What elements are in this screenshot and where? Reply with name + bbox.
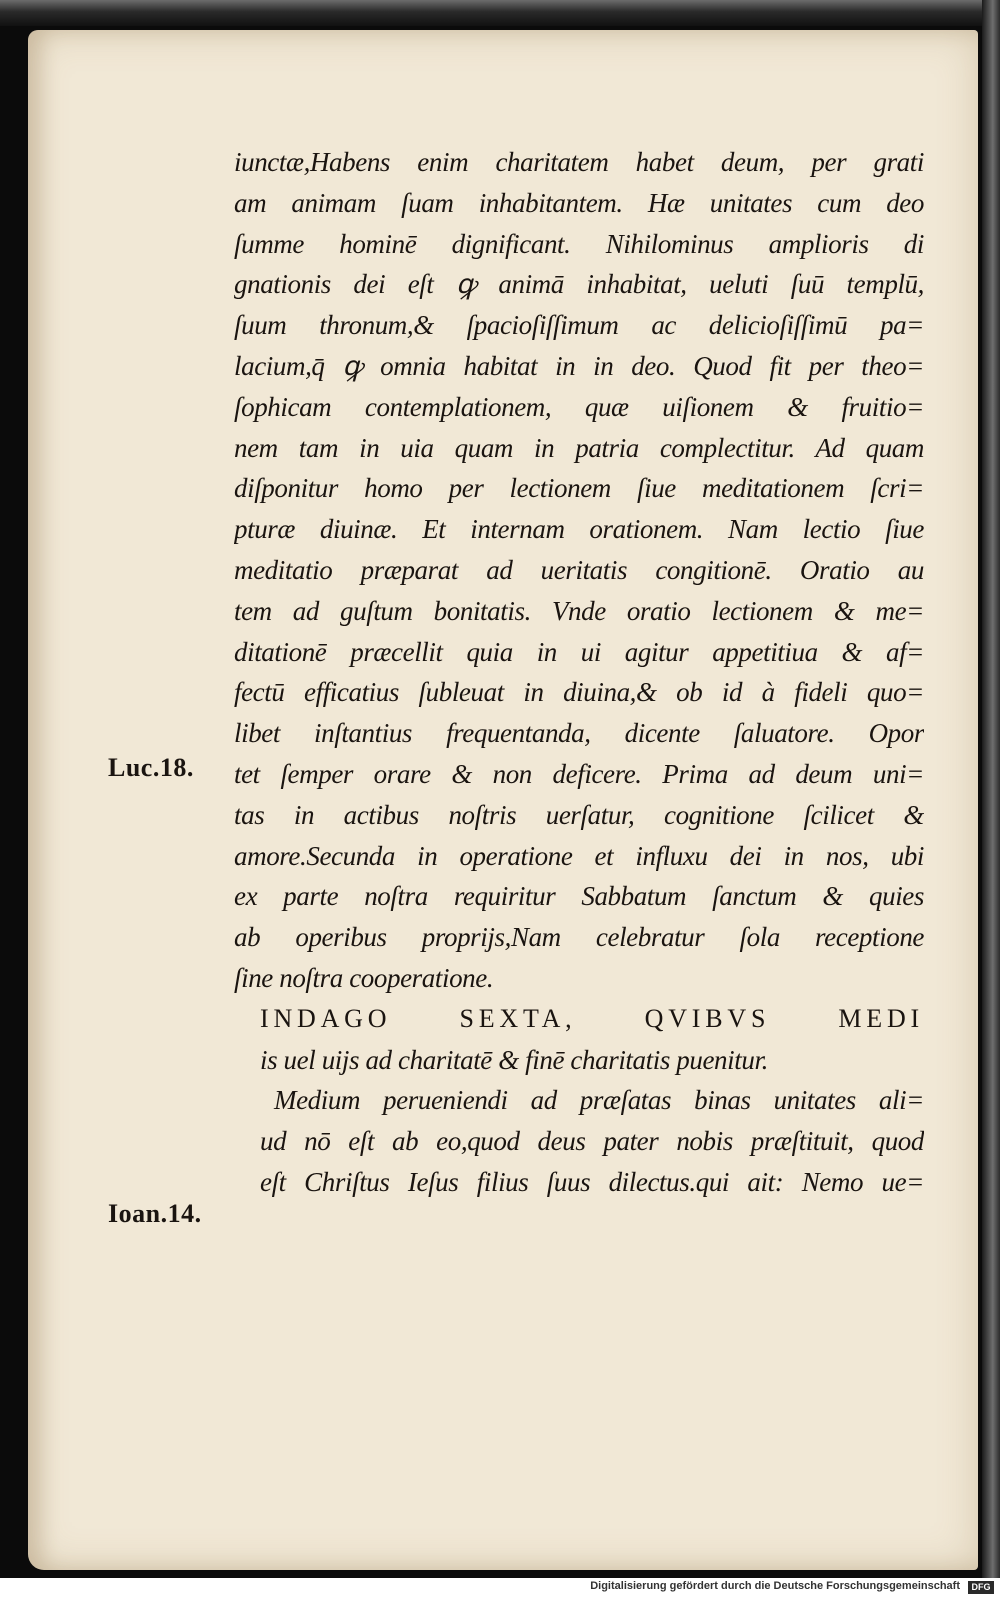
text-line: libet inſtantius frequentanda, dicente ſaluatore. Opor <box>234 718 924 749</box>
margin-note-ioan: Ioan.14. <box>108 1199 202 1228</box>
footer-credit: Digitalisierung gefördert durch die Deutsche Forschungsgemeinschaft <box>590 1580 960 1592</box>
text-line: fectū efficatius ſubleuat in diuina,& ob id à fideli quo= <box>234 677 924 708</box>
scan-top-edge <box>0 0 1000 26</box>
text-line: lacium,q̄ ꝙ omnia habitat in in deo. Quod fit per theo= <box>234 350 924 381</box>
text-line: Medium perueniendi ad præſatas binas unitates ali= <box>274 1085 924 1116</box>
text-line: amore.Secunda in operatione et influxu dei in nos, ubi <box>234 840 924 871</box>
main-text <box>234 142 924 1203</box>
text-line: gnationis dei eſt ꝙ animā inhabitat, ueluti ſuū templū, <box>234 269 924 300</box>
text-line: ab operibus proprijs,Nam celebratur ſola receptione <box>234 922 924 953</box>
footer-bar <box>0 1578 1000 1597</box>
text-line: meditatio præparat ad ueritatis congitionē. Oratio au <box>234 554 924 585</box>
text-line: ex parte noſtra requiritur Sabbatum ſanctum & quies <box>234 881 924 912</box>
text-line: diſponitur homo per lectionem ſiue meditationem ſcri= <box>234 473 924 504</box>
text-line: nem tam in uia quam in patria complectitur. Ad quam <box>234 432 924 463</box>
text-line: eſt Chriſtus Ieſus filius ſuus dilectus.qui ait: Nemo ue= <box>260 1166 924 1197</box>
text-line: am animam ſuam inhabitantem. Hæ unitates cum deo <box>234 187 924 218</box>
text-line: ſophicam contemplationem, quæ uiſionem & fruitio= <box>234 391 924 422</box>
dfg-logo: DFG <box>968 1581 994 1594</box>
text-line: ſumme hominē dignificant. Nihilominus amplioris di <box>234 228 924 259</box>
text-line: ſine noſtra cooperatione. <box>234 962 494 993</box>
text-line: ſuum thronum,& ſpacioſiſſimum ac delicioſiſſimū pa= <box>234 310 924 341</box>
margin-note-luc: Luc.18. <box>108 753 194 782</box>
scan-right-edge <box>982 0 1000 1578</box>
text-line: pturæ diuinæ. Et internam orationem. Nam lectio ſiue <box>234 514 924 545</box>
text-line: ud nō eſt ab eo,quod deus pater nobis præſtituit, quod <box>260 1126 924 1157</box>
text-line: iunctæ,Habens enim charitatem habet deum, per grati <box>234 147 924 177</box>
section-heading-continuation: is uel uijs ad charitatē & finē charitatis puenitur. <box>260 1044 768 1075</box>
section-heading: INDAGO SEXTA, QVIBVS MEDI <box>260 1003 924 1033</box>
text-line: tet ſemper orare & non deficere. Prima ad deum uni= <box>234 758 924 789</box>
text-line: tem ad guſtum bonitatis. Vnde oratio lectionem & me= <box>234 595 924 626</box>
text-line: ditationē præcellit quia in ui agitur appetitiua & af= <box>234 636 924 667</box>
text-line: tas in actibus noſtris uerſatur, cognitione ſcilicet & <box>234 799 924 830</box>
book-page <box>28 30 978 1570</box>
